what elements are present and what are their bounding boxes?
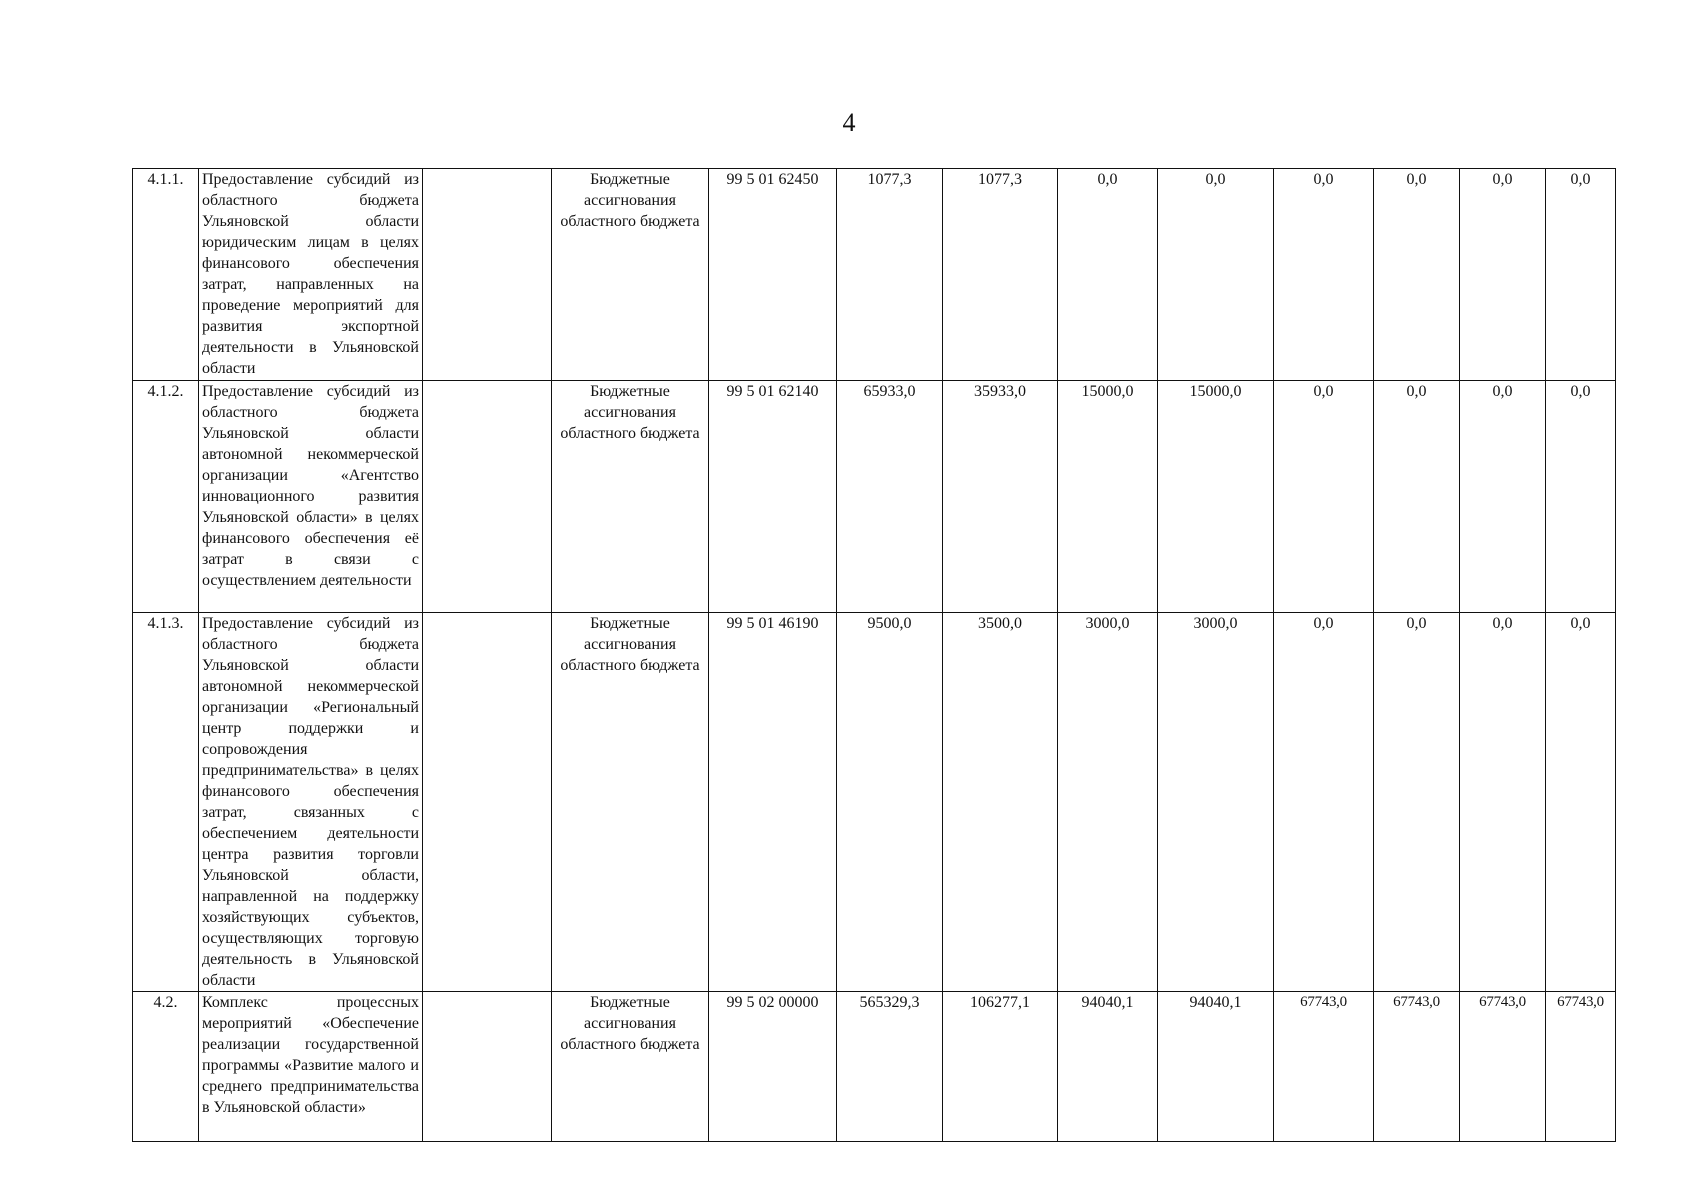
row-executor [423, 381, 552, 613]
row-number: 4.1.2. [133, 381, 199, 613]
row-budget-code: 99 5 01 62450 [709, 169, 837, 381]
row-value-total: 65933,0 [837, 381, 943, 613]
row-value-year-4: 0,0 [1274, 381, 1374, 613]
row-value-total: 9500,0 [837, 613, 943, 992]
row-funding-source: Бюджетные ассигнования областного бюджета [552, 613, 709, 992]
row-executor [423, 169, 552, 381]
table-row [133, 613, 1616, 992]
row-description: Предоставление субсидий из областного бюджета Ульяновской области автономной некоммерческой организации «Агентство инновационного развития Ульяновской области» в целях финансового обеспечения её затрат в связи с осуществлением деятельности [199, 381, 423, 613]
row-value-year-7: 67743,0 [1546, 992, 1616, 1142]
page-number: 4 [842, 108, 856, 137]
budget-table [132, 168, 1616, 1142]
row-description: Комплекс процессных мероприятий «Обеспечение реализации государственной программы «Развитие малого и среднего предпринимательства в Ульяновской области» [199, 992, 423, 1142]
row-value-year-1: 1077,3 [943, 169, 1058, 381]
row-description: Предоставление субсидий из областного бюджета Ульяновской области автономной некоммерческой организации «Региональный центр поддержки и сопровождения предпринимательства» в целях финансового обеспечения затрат, связанных с обеспечением деятельности центра развития торговли Ульяновской области, направленной на поддержку хозяйствующих субъектов, осуществляющих торговую деятельность в Ульяновской области [199, 613, 423, 992]
row-description: Предоставление субсидий из областного бюджета Ульяновской области юридическим лицам в целях финансового обеспечения затрат, направленных на проведение мероприятий для развития экспортной деятельности в Ульяновской области [199, 169, 423, 381]
row-value-year-6: 0,0 [1460, 381, 1546, 613]
table-row [133, 381, 1616, 613]
row-funding-source: Бюджетные ассигнования областного бюджета [552, 992, 709, 1142]
row-value-year-2: 15000,0 [1058, 381, 1158, 613]
row-budget-code: 99 5 01 46190 [709, 613, 837, 992]
table-row [133, 992, 1616, 1142]
row-value-year-1: 35933,0 [943, 381, 1058, 613]
table-row [133, 169, 1616, 381]
row-value-year-2: 3000,0 [1058, 613, 1158, 992]
row-funding-source: Бюджетные ассигнования областного бюджета [552, 381, 709, 613]
row-executor [423, 613, 552, 992]
row-number: 4.1.3. [133, 613, 199, 992]
row-budget-code: 99 5 01 62140 [709, 381, 837, 613]
row-value-year-6: 67743,0 [1460, 992, 1546, 1142]
row-value-year-6: 0,0 [1460, 169, 1546, 381]
row-value-year-3: 0,0 [1158, 169, 1274, 381]
row-executor [423, 992, 552, 1142]
row-value-year-4: 67743,0 [1274, 992, 1374, 1142]
row-value-year-3: 3000,0 [1158, 613, 1274, 992]
row-value-year-4: 0,0 [1274, 613, 1374, 992]
row-value-year-7: 0,0 [1546, 381, 1616, 613]
row-value-year-5: 0,0 [1374, 613, 1460, 992]
row-value-year-1: 106277,1 [943, 992, 1058, 1142]
row-value-total: 565329,3 [837, 992, 943, 1142]
row-value-year-2: 94040,1 [1058, 992, 1158, 1142]
row-value-year-6: 0,0 [1460, 613, 1546, 992]
row-number: 4.2. [133, 992, 199, 1142]
row-value-year-7: 0,0 [1546, 613, 1616, 992]
row-value-year-7: 0,0 [1546, 169, 1616, 381]
row-value-year-5: 67743,0 [1374, 992, 1460, 1142]
row-number: 4.1.1. [133, 169, 199, 381]
row-value-total: 1077,3 [837, 169, 943, 381]
row-value-year-4: 0,0 [1274, 169, 1374, 381]
row-value-year-2: 0,0 [1058, 169, 1158, 381]
row-value-year-5: 0,0 [1374, 169, 1460, 381]
row-funding-source: Бюджетные ассигнования областного бюджета [552, 169, 709, 381]
row-budget-code: 99 5 02 00000 [709, 992, 837, 1142]
row-value-year-3: 15000,0 [1158, 381, 1274, 613]
row-value-year-5: 0,0 [1374, 381, 1460, 613]
row-value-year-3: 94040,1 [1158, 992, 1274, 1142]
row-value-year-1: 3500,0 [943, 613, 1058, 992]
